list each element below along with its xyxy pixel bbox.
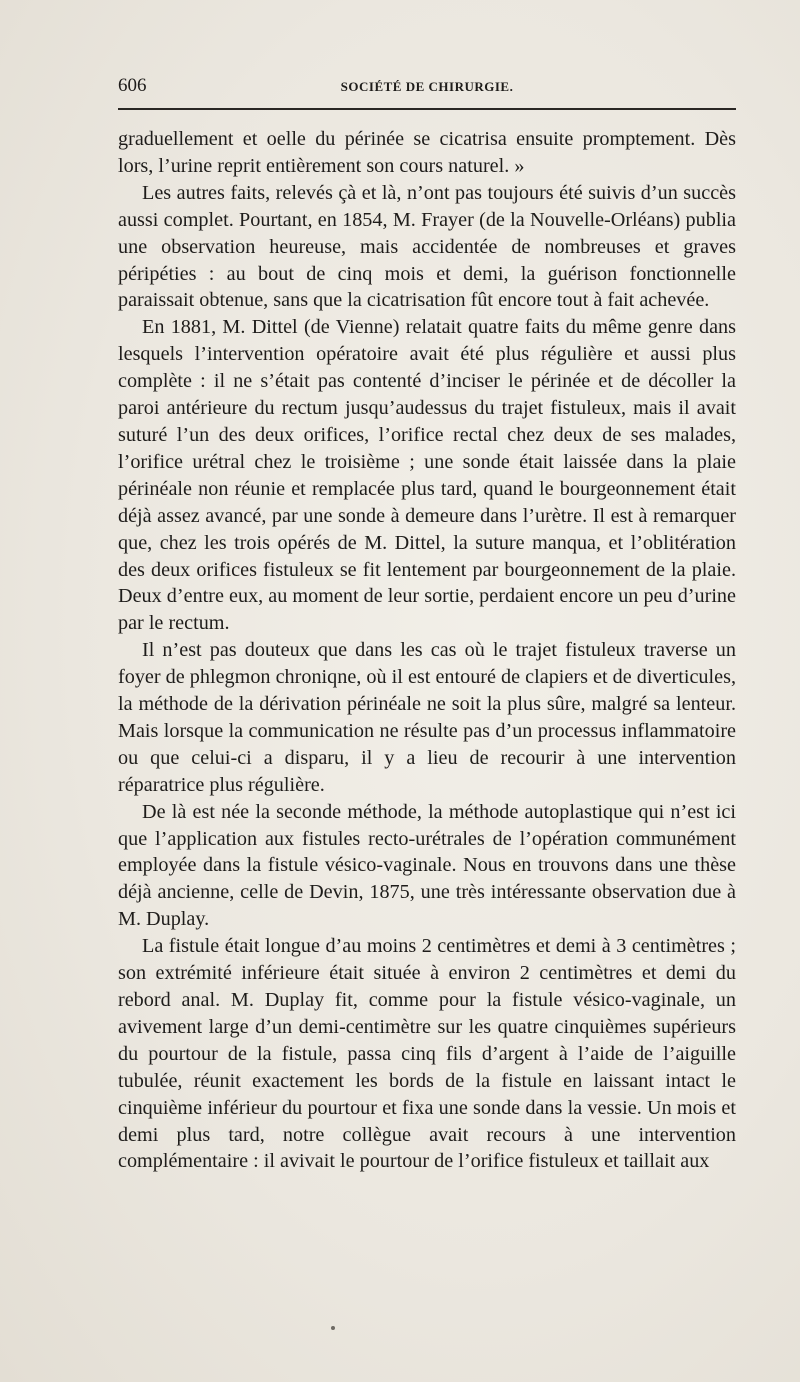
header-rule [118, 108, 736, 110]
paragraph: La fistule était longue d’au moins 2 centimètres et demi à 3 centimètres ; son extrémité inférieure était située à environ 2 centimètres et demi du rebord anal. M. Duplay fit, comme pour la fistule vésico-vaginale, un avivement large d’un demi-centimètre sur les quatre cinquièmes supérieurs du pourtour de la fistule, passa cinq fils d’argent à l’aide de l’aiguille tubulée, réunit exactement les bords de la fistule en laissant intact le cinquième inférieur du pourtour et fixa une sonde dans la vessie. Un mois et demi plus tard, notre collègue avait recours à une intervention complémentaire : il avivait le pourtour de l’orifice fistuleux et taillait aux [118, 935, 736, 1173]
paragraph-continuation: graduellement et oelle du périnée se cicatrisa ensuite promptement. Dès lors, l’urine reprit entièrement son cours naturel. » [118, 128, 736, 177]
running-title: SOCIÉTÉ DE CHIRURGIE. [340, 79, 514, 94]
paragraph: Il n’est pas douteux que dans les cas où le trajet fistuleux traverse un foyer de phlegmon chroniqne, où il est entouré de clapiers et de diverticules, la méthode de la dérivation périnéale ne soit la plus sûre, malgré sa lenteur. Mais lorsque la communication ne résulte pas d’un processus inflammatoire ou que celui-ci a disparu, il y a lieu de recourir à une intervention réparatrice plus régulière. [118, 639, 736, 796]
paragraph: Les autres faits, relevés çà et là, n’ont pas toujours été suivis d’un succès aussi complet. Pourtant, en 1854, M. Frayer (de la Nouvelle-Orléans) publia une observation heureuse, mais accidentée de nombreuses et graves péripéties : au bout de cinq mois et demi, la guérison fonctionnelle paraissait obtenue, sans que la cicatrisation fût encore tout à fait achevée. [118, 181, 736, 312]
body-text [118, 126, 736, 1175]
print-speck [331, 1326, 335, 1330]
paragraph: En 1881, M. Dittel (de Vienne) relatait quatre faits du même genre dans lesquels l’intervention opératoire avait été plus régulière et aussi plus complète : il ne s’était pas contenté d’inciser le périnée et de décoller la paroi antérieure du rectum jusqu’audessus du trajet fistuleux, mais il avait suturé l’un des deux orifices, l’orifice rectal chez deux de ses malades, l’orifice urétral chez le troisième ; une sonde était laissée dans la plaie périnéale non réunie et remplacée plus tard, quand le bourgeonnement était déjà assez avancé, par une sonde à demeure dans l’urètre. Il est à remarquer que, chez les trois opérés de M. Dittel, la suture manqua, et l’oblitération des deux orifices fistuleux se fit lentement par bourgeonnement de la plaie. Deux d’entre eux, au moment de leur sortie, perdaient encore un peu d’urine par le rectum. [118, 316, 736, 635]
paragraph: De là est née la seconde méthode, la méthode autoplastique qui n’est ici que l’application aux fistules recto-urétrales de l’opération communément employée dans la fistule vésico-vaginale. Nous en trouvons dans une thèse déjà ancienne, celle de Devin, 1875, une très intéressante observation due à M. Duplay. [118, 800, 736, 931]
page-number: 606 [118, 75, 147, 96]
page-header [118, 74, 736, 102]
